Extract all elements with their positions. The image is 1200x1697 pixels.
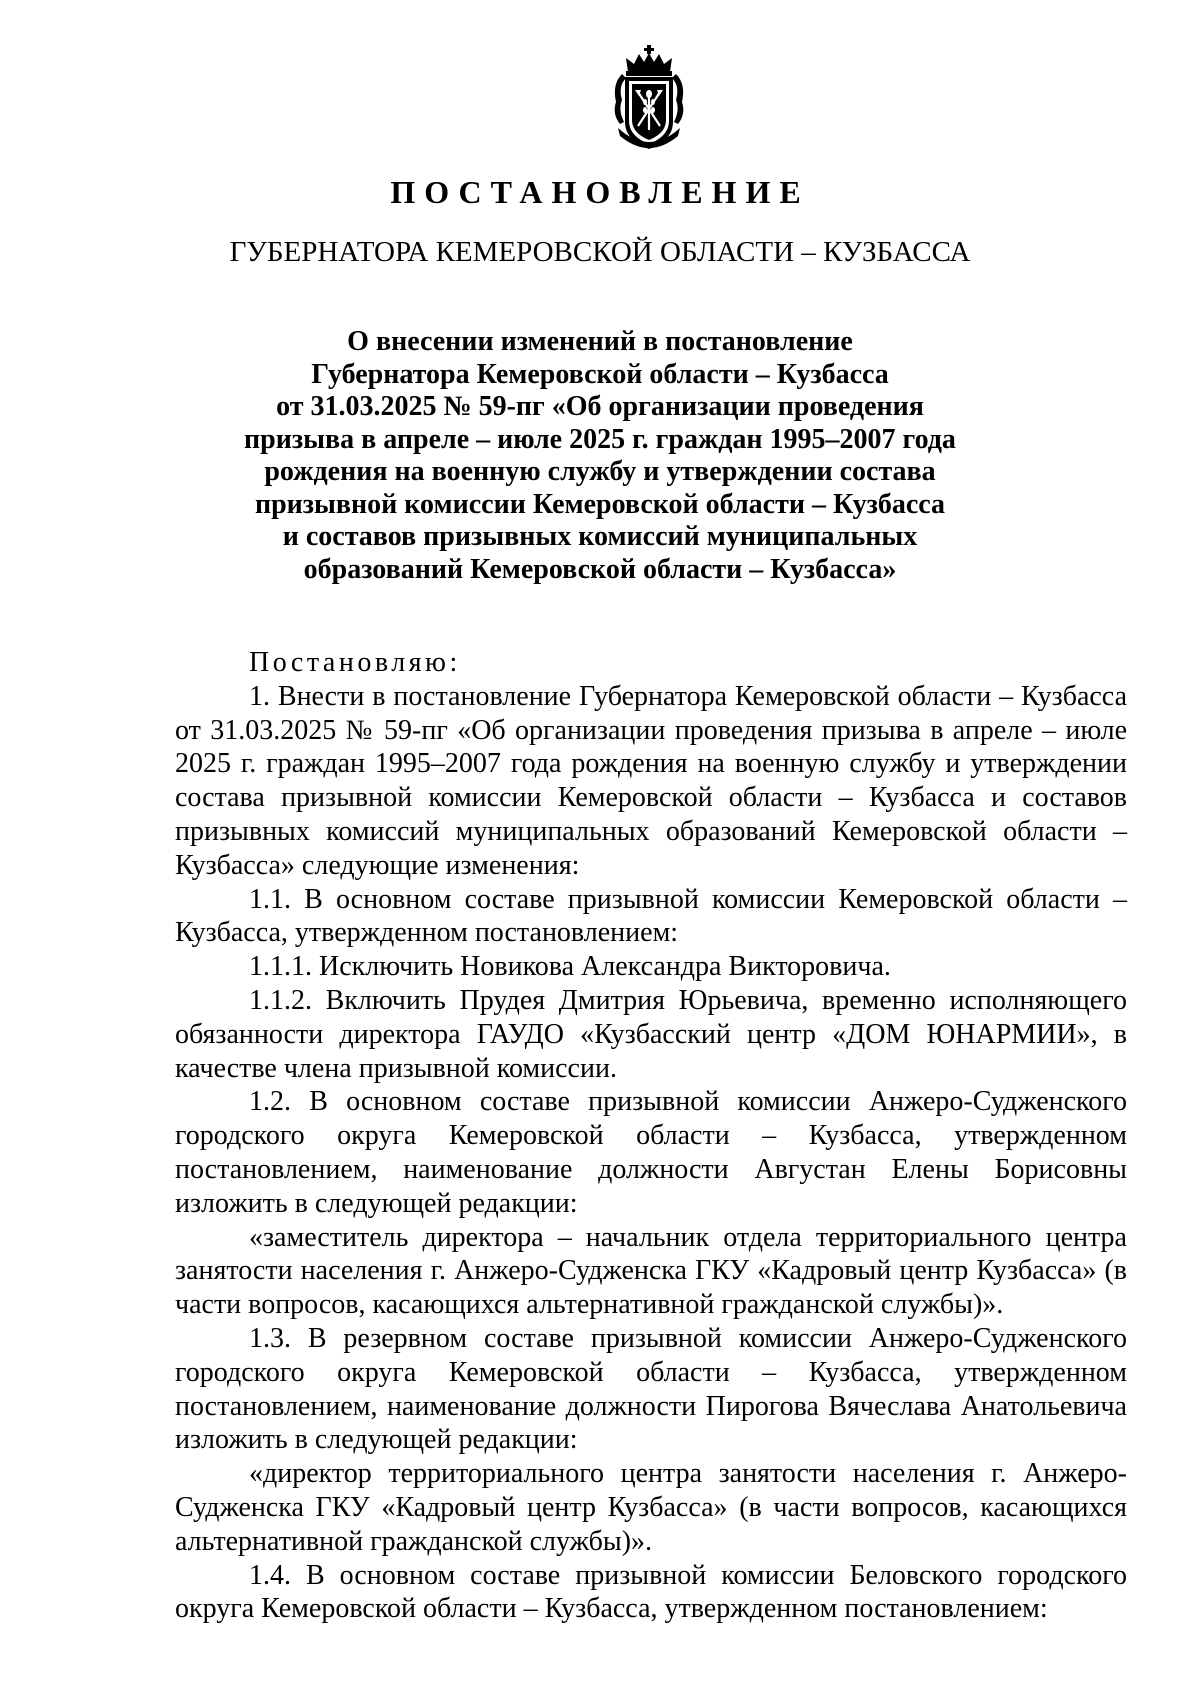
title-line: образований Кемеровской области – Кузбасса» (303, 553, 897, 585)
paragraph-1-1-2: 1.1.2. Включить Прудея Дмитрия Юрьевича, временно исполняющего обязанности директора ГАУДО «Кузбасский центр «ДОМ ЮНАРМИИ», в качестве члена призывной комиссии. (175, 984, 1127, 1084)
title-line: призывной комиссии Кемеровской области – Кузбасса (254, 488, 946, 520)
paragraph-1-2-quote: «заместитель директора – начальник отдела территориального центра занятости населения г. Анжеро-Судженска ГКУ «Кадровый центр Кузбасса» (в части вопросов, касающихся альтернативной гражданской службы)». (175, 1221, 1127, 1321)
paragraph-1: 1. Внести в постановление Губернатора Кемеровской области – Кузбасса от 31.03.2025 № 59-пг «Об организации проведения призыва в апреле – июле 2025 г. граждан 1995–2007 года рождения на военную службу и утверждении состава призывной комиссии Кемеровской области – Кузбасса и составов призывных комиссий муниципальных образований Кемеровской области – Кузбасса» следующие изменения: (175, 680, 1127, 881)
title-line: и составов призывных комиссий муниципальных (282, 521, 918, 552)
issuer-line: ГУБЕРНАТОРА КЕМЕРОВСКОЙ ОБЛАСТИ – КУЗБАССА (229, 236, 971, 268)
paragraph-1-3: 1.3. В резервном составе призывной комиссии Анжеро-Судженского городского округа Кемеровской области – Кузбасса, утвержденном постановлением, наименование должности Пирогова Вячеслава Анатольевича изложить в следующей редакции: (175, 1322, 1127, 1456)
paragraph-1-1: 1.1. В основном составе призывной комиссии Кемеровской области – Кузбасса, утвержденном постановлением: (175, 883, 1127, 949)
title-line: призыва в апреле – июле 2025 г. граждан 1995–2007 года (244, 423, 956, 455)
document-type-heading: ПОСТАНОВЛЕНИЕ (390, 174, 810, 210)
title-line: рождения на военную службу и утверждении состава (264, 456, 936, 487)
paragraph-1-3-quote: «директор территориального центра занятости населения г. Анжеро-Судженска ГКУ «Кадровый центр Кузбасса» (в части вопросов, касающихся альтернативной гражданской службы)». (175, 1458, 1127, 1557)
document-body (175, 646, 1127, 1626)
title-line: О внесении изменений в постановление (347, 326, 853, 357)
document-title (230, 326, 970, 586)
title-line: Губернатора Кемеровской области – Кузбасса (311, 358, 889, 390)
paragraph-1-2: 1.2. В основном составе призывной комиссии Анжеро-Судженского городского округа Кемеровской области – Кузбасса, утвержденном постановлением, наименование должности Августан Елены Борисовны изложить в следующей редакции: (175, 1086, 1127, 1219)
paragraph-1-4: 1.4. В основном составе призывной комиссии Беловского городского округа Кемеровской области – Кузбасса, утвержденном постановлением: (175, 1559, 1127, 1625)
resolution-intro: Постановляю: (249, 647, 461, 678)
coat-of-arms-icon (608, 44, 690, 154)
title-line: от 31.03.2025 № 59-пг «Об организации проведения (276, 391, 924, 422)
paragraph-1-1-1: 1.1.1. Исключить Новикова Александра Викторовича. (249, 951, 891, 983)
